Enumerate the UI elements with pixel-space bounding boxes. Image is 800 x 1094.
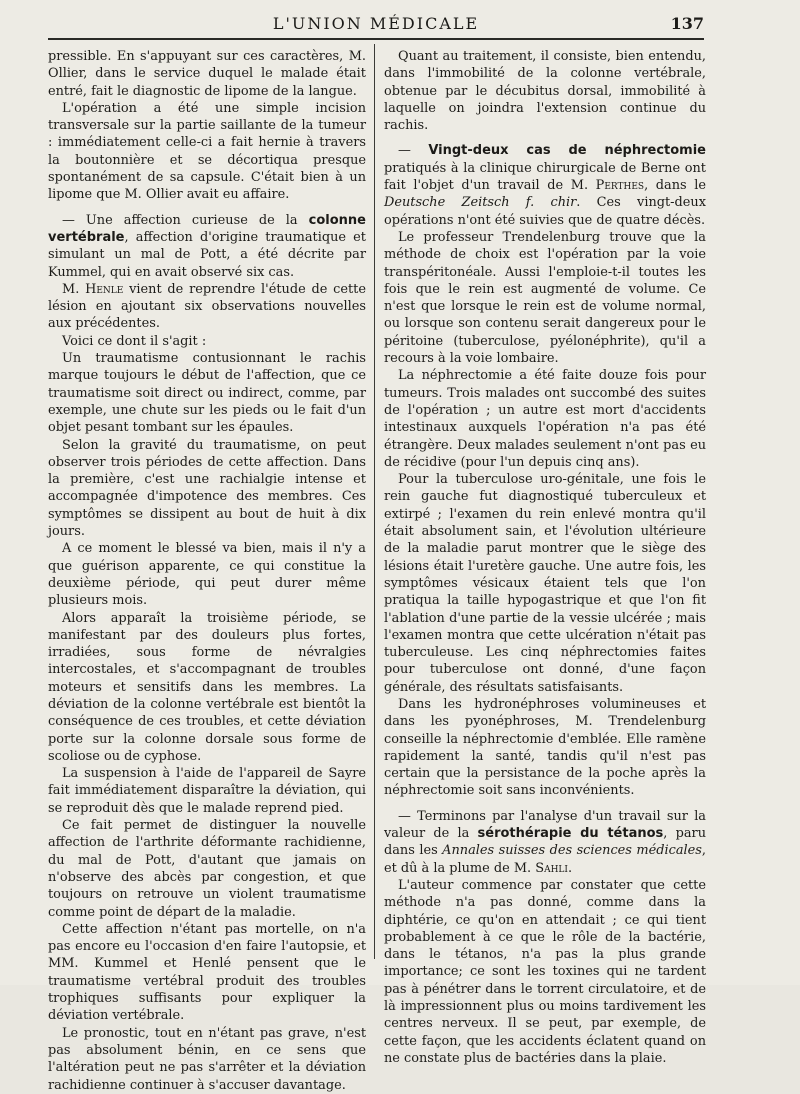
paragraph: pressible. En s'appuyant sur ces caractères, M. Ollier, dans le service duquel le malade était entré, fait le diagnostic de lipome de la langue. [48,49,366,99]
text-run: pratiqués à la clinique chirurgicale de Berne ont fait l'objet d'un travail de M. [384,160,706,194]
journal-name: Deutsche Zeitsch f. chir [384,195,577,211]
right-column [384,48,706,1067]
paragraph: L'opération a été une simple incision transversale sur la partie saillante de la tumeur : immédiatement celle-ci a fait hernie à travers la boutonnière et se décortiqua presque spontanément de sa capsule. C'était bien à un lipome que M. Ollier avait eu affaire. [48,100,366,203]
text-run: . [567,860,573,876]
text-run: — [398,143,429,159]
paragraph: L'auteur commence par constater que cette méthode n'a pas donné, comme dans la diphtérie, ce qu'on en attendait ; ce qui tient probablement à ce que le rôle de la bactérie, dans le tétanos, n'a pas la plus grande importance; ce sont les toxines qui ne tardent pas à pénétrer dans le torrent circulatoire, et de là impressionnent plus ou moins tardivement les centres nerveux. Il se peut, par exemple, de cette façon, que les accidents éclatent quand on ne constate plus de bactéries dans la plaie. [384,877,706,1066]
section-paragraph [384,142,706,228]
paragraph: Le pronostic, tout en n'étant pas grave, n'est pas absolument bénin, en ce sens que l'altération peut ne pas s'arrêter et la déviation rachidienne continuer à s'accuser davantage. [48,1025,366,1093]
text-run: , paru dans les [384,826,706,859]
section-paragraph [384,808,706,877]
left-column [48,48,366,1094]
paragraph: Le professeur Trendelenburg trouve que la méthode de choix est l'opération par la voie transpéritonéale. Aussi l'emploie-t-il toutes les fois que le rein est augmenté de volume. Ce n'est que lorsque le rein est de volume normal, ou lorsque son contenu serait dangereux pour le péritoine (tuberculose, pyélonéphrite), qu'il a recours à la voie lombaire. [384,229,706,367]
column-divider [374,44,375,959]
text-run: , dans le [644,178,706,194]
author-name: Sahli [535,860,568,876]
paragraph: Dans les hydronéphroses volumineuses et dans les pyonéphroses, M. Trendelenburg conseille la néphrectomie d'emblée. Elle ramène rapidement la santé, tandis qu'il n'est pas certain que la persistance de la poche après la néphrectomie soit sans inconvénients. [384,696,706,799]
paragraph: Alors apparaît la troisième période, se manifestant par des douleurs plus fortes, irradiées, sous forme de névralgies intercostales, et s'accompagnant de troubles moteurs et sensitifs dans les membres. La déviation de la colonne vertébrale est bientôt la conséquence de ces troubles, et cette déviation porte sur la colonne dorsale sous forme de scoliose ou de cyphose. [48,610,366,764]
running-header [48,10,704,40]
paragraph: Voici ce dont il s'agit : [62,333,207,349]
section-heading: colonne vertébrale [48,212,366,245]
paragraph: A ce moment le blessé va bien, mais il n'y a que guérison apparente, ce qui constitue la deuxième période, qui peut durer même plusieurs mois. [48,541,366,609]
section-heading: sérothérapie du tétanos [477,826,664,842]
page-number: 137 [670,14,704,33]
section-heading: Vingt-deux cas de néphrectomie [428,143,706,159]
author-name: M. Henle [62,281,124,297]
paragraph: Cette affection n'étant pas mortelle, on n'a pas encore eu l'occasion d'en faire l'autopsie, et MM. Kummel et Henlé pensent que le traumatisme vertébral produit des troubles trophiques suffisants pour expliquer la déviation vertébrale. [48,921,366,1024]
author-name: Perthes [595,178,645,194]
journal-name: Annales suisses des sciences médicales [442,843,702,859]
paragraph: Quant au traitement, il consiste, bien entendu, dans l'immobilité de la colonne vertébrale, obtenue par le décubitus dorsal, immobilité à laquelle on joindra l'extension continue du rachis. [384,49,706,134]
text-run: , et dû à la plume de M. [384,843,706,876]
text-run: , affection d'origine traumatique et simulant un mal de Pott, a été décrite par Kummel, qui en avait observé six cas. [48,229,366,280]
paragraph: Ce fait permet de distinguer la nouvelle affection de l'arthrite déformante rachidienne, du mal de Pott, d'autant que jamais on n'observe des abcès par congestion, et que toujours on retrouve un violent traumatisme comme point de départ de la maladie. [48,818,366,920]
text-run: vient de reprendre l'étude de cette lésion en ajoutant six observations nouvelles aux précédentes. [48,281,366,332]
section-paragraph [48,212,366,281]
paragraph: La suspension à l'aide de l'appareil de Sayre fait immédiatement disparaître la déviation, qui se reproduit dès que le malade reprend pied. [48,766,366,816]
text-run: — Une affection curieuse de la [62,212,309,228]
paragraph: Pour la tuberculose uro-génitale, une fois le rein gauche fut diagnostiqué tuberculeux et extirpé ; l'examen du rein enlevé montra qu'il était absolument sain, et l'évolution ultérieure de la maladie parut montrer que le siège des lésions était l'uretère gauche. Une autre fois, les symptômes vésicaux étaient tels que l'on pratiqua la taille hypogastrique et que l'on fit l'ablation d'une partie de la vessie ulcérée ; mais l'examen montra que cette ulcération n'était pas tuberculeuse. Les cinq néphrectomies faites pour tuberculose ont donné, d'une façon générale, des résultats satisfaisants. [384,472,706,695]
paragraph: La néphrectomie a été faite douze fois pour tumeurs. Trois malades ont succombé des suites de l'opération ; un autre est mort d'accidents intestinaux auxquels l'opération n'a pas été étrangère. Deux malades seulement n'ont pas eu de récidive (pour l'un depuis cinq ans). [384,368,706,470]
paragraph: Selon la gravité du traumatisme, on peut observer trois périodes de cette affection. Dans la première, c'est une rachialgie intense et accompagnée d'impotence des membres. Ces symptômes se dissipent au bout de huit à dix jours. [48,437,366,540]
paragraph: Un traumatisme contusionnant le rachis marque toujours le début de l'affection, que ce traumatisme soit direct ou indirect, comme, par exemple, une chute sur les pieds ou le fait d'un objet pesant tombant sur les épaules. [48,351,366,436]
paragraph [48,281,366,333]
text-run: — Terminons par l'analyse d'un travail sur la valeur de la [384,808,706,842]
journal-title: L'UNION MÉDICALE [272,14,480,33]
text-run: . Ces vingt-deux opérations n'ont été suivies que de quatre décès. [384,195,706,228]
